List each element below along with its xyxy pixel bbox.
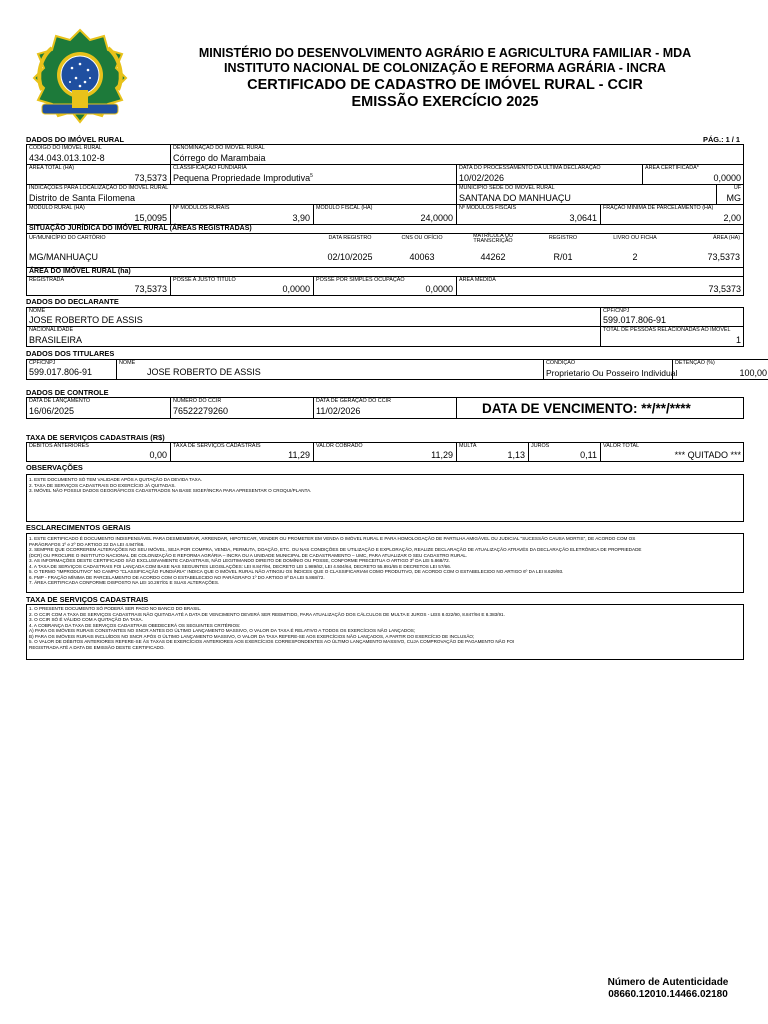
reg-uf-value: MG/MANHUAÇU: [29, 252, 98, 262]
registrada-label: REGISTRADA: [29, 277, 65, 283]
detencao-label: DETENÇÃO (%): [675, 360, 715, 366]
codigo-value: 434.043.013.102-8: [29, 153, 105, 163]
col-uf-municipio: UF/MUNICÍPIO DO CARTÓRIO: [29, 235, 106, 241]
data-processamento-value: 10/02/2026: [459, 173, 505, 183]
col-data-registro: DATA REGISTRO: [328, 235, 372, 241]
fracao-value: 2,00: [723, 213, 741, 223]
valor-cobrado-value: 11,29: [431, 450, 453, 460]
posse-simples-value: 0,0000: [425, 284, 453, 294]
autenticidade-number: 08660.12010.14466.02180: [608, 989, 728, 1000]
classificacao-value: Pequena Propriedade Improdutiva$^5$: [173, 173, 313, 183]
reg-data-value: 02/10/2025: [327, 252, 373, 262]
autenticidade-label: Número de Autenticidade: [607, 977, 729, 988]
data-lancamento-value: 16/06/2025: [29, 406, 75, 416]
n-modulos-fiscais-value: 3,0641: [569, 213, 597, 223]
esclarecimentos-text: 1. ESTE CERTIFICADO É DOCUMENTO INDISPENSÁVEL PARA DESMEMBRAR, ARRENDAR, HIPOTECAR, VENDER OU PROMETER EM VENDA O IMÓVEL RURAL E PARA HOMOLOGAÇÃO DE PARTILHA AMIGÁVEL OU JUDICIAL "SUCESSÃO CAUSA MORTIS", DE ACORDO COM OS PARÁGRAFOS 1º e 2º DO ARTIGO 22 DA LEI 4.947/66. 2. SEMPRE QUE OCORREREM ALTERAÇÕES NO SEU IMÓVEL, SEJA POR COMPRA, VENDA, PERMUTA, DOAÇÃO, ETC. OU NAS CONDIÇÕES DE UTILIZAÇÃO E EXPLORAÇÃO, REALIZE DECLARAÇÃO DE ATUALIZAÇÃO ATRAVÉS DA DECLARAÇÃO ELETRÔNICA DE PROPRIEDADE (DCR) OU PROCURE O INSTITUTO NACIONAL DE COLONIZAÇÃO E REFORMA AGRÁRIA – INCRA OU A UNIDADE MUNICIPAL DE CADASTRAMENTO – UMC, PARA ATUALIZAR O SEU CADASTRO RURAL. 3. AS INFORMAÇÕES DESTE CERTIFICADO SÃO EXCLUSIVAMENTE CADASTRAIS, NÃO LEGITIMANDO DIREITO DE DOMÍNIO OU POSSE, CONFORME PRECEITUA O ARTIGO 3º DA LEI 5.868/72. 4. A TAXA DE SERVIÇOS CADASTRAIS FOI LANÇADA COM BASE NAS SEGUINTES LEGISLAÇÕES: LEI 8.847/94, DECRETO LEI 1.989/82, LEI 4.504/64, DECRETO 55.891/65 E DECRETOS LEI 57/66. 5. O TERMO "IMPRODUTIVO" NO CAMPO "CLASSIFICAÇÃO FUNDIÁRIA" INDICA QUE O IMÓVEL RURAL NÃO ATINGIU OS ÍNDICES QUE O CLASSIFICARIAM COMO PRODUTIVO, DE ACORDO COM O ESTABELECIDO NO ARTIGO 6º DA LEI 8.629/93. 6. FMP - FRAÇÃO MÍNIMA DE PARCELAMENTO DE ACORDO COM O ESTABELECIDO NO PARÁGRAFO 1º DO ARTIGO 8º DA LEI 5.868/72. 7. ÁREA CERTIFICADA CONFORME DISPOSTO NA LEI 10.267/01 E SUAS ALTERAÇÕES.: [29, 536, 642, 585]
col-cns: CNS OU OFÍCIO: [401, 235, 443, 241]
area-medida-value: 73,5373: [708, 284, 741, 294]
numero-ccir-label: NÚMERO DO CCIR: [173, 398, 222, 404]
codigo-label: CÓDIGO DO IMÓVEL RURAL: [29, 145, 102, 151]
n-modulos-fiscais-label: Nº MÓDULOS FISCAIS: [459, 205, 517, 211]
section-esclarecimentos-title: ESCLARECIMENTOS GERAIS: [26, 523, 131, 532]
localizacao-label: INDICAÇÕES PARA LOCALIZAÇÃO DO IMÓVEL RURAL: [29, 185, 169, 191]
nome-label: NOME: [29, 308, 46, 314]
titular-cpf-label: CPF/CNPJ: [29, 360, 56, 366]
taxa-info-text: 1. O PRESENTE DOCUMENTO SÓ PODERÁ SER PAGO NO BANCO DO BRASIL. 2. O CCIR COM A TAXA DE SERVIÇOS CADASTRAIS NÃO QUITADA ATÉ A DATA DE VENCIMENTO DEVERÁ SER REEMITIDO, PARA ATUALIZAÇÃO DOS CÁLCULOS DE MULTA E JUROS - LEIS 8.022/90, 8.847/94 E 8.383/91. 3. O CCIR SÓ É VÁLIDO COM A QUITAÇÃO DA TAXA. 4. A COBRANÇA DA TAXA DE SERVIÇOS CADASTRAIS OBEDECERÁ OS SEGUINTES CRITÉRIOS: A) PARA OS IMÓVEIS RURAIS CONSTANTES NO SNCR ANTES DO ÚLTIMO LANÇAMENTO MASSIVO, O VALOR DA TAXA É RELATIVO A TODOS OS EXERCÍCIOS NÃO LANÇADOS; B) PARA OS IMÓVEIS RURAIS INCLUÍDOS NO SNCR APÓS O ÚLTIMO LANÇAMENTO MASSIVO, O VALOR DA TAXA REFERE-SE AOS EXERCÍCIOS NÃO LANÇADOS, A PARTIR DO EXERCÍCIO DE INCLUSÃO; 5. O VALOR DE DÉBITOS ANTERIORES REFERE-SE ÀS TAXAS DE EXERCÍCIOS ANTERIORES AOS EXERCÍCIOS CORRESPONDENTES AO ÚLTIMO LANÇAMENTO MASSIVO, CUJA COMPROVAÇÃO DE PAGAMENTO NÃO FOI REGISTRADA ATÉ A DATA DE EMISSÃO DESTE CERTIFICADO.: [29, 606, 515, 650]
area-certificada-value: 0,0000: [713, 173, 741, 183]
taxa-servicos-value: 11,29: [288, 450, 310, 460]
reg-livro-value: 2: [632, 252, 638, 262]
taxa-servicos-label: TAXA DE SERVIÇOS CADASTRAIS: [173, 443, 261, 449]
n-modulos-rurais-label: Nº MÓDULOS RURAIS: [173, 205, 230, 211]
nacionalidade-label: NACIONALIDADE: [29, 327, 74, 333]
section-controle-title: DADOS DE CONTROLE: [26, 388, 109, 397]
col-registro: REGISTRO: [548, 235, 578, 241]
coat-of-arms-icon: [28, 28, 132, 124]
reg-area-value: 73,5373: [707, 252, 740, 262]
debitos-label: DÉBITOS ANTERIORES: [29, 443, 89, 449]
detencao-value: 100,00: [739, 368, 767, 378]
posse-justo-label: POSSE A JUSTO TÍTULO: [173, 277, 236, 283]
area-total-value: 73,5373: [134, 173, 167, 183]
valor-total-value: *** QUITADO ***: [674, 450, 741, 460]
juros-label: JUROS: [531, 443, 550, 449]
declarante-cpf-label: CPF/CNPJ: [603, 308, 630, 314]
reg-matricula-value: 44262: [480, 252, 506, 262]
area-medida-label: ÁREA MEDIDA: [459, 277, 496, 283]
municipio-label: MUNICÍPIO SEDE DO IMÓVEL RURAL: [459, 185, 555, 191]
titular-cpf-value: 599.017.806-91: [29, 367, 93, 377]
section-observacoes-title: OBSERVAÇÕES: [26, 463, 83, 472]
posse-justo-value: 0,0000: [282, 284, 310, 294]
col-matricula: MATRÍCULA OU TRANSCRIÇÃO: [472, 233, 514, 245]
section-titulares-title: DADOS DOS TITULARES: [26, 349, 115, 358]
col-livro: LIVRO OU FICHA: [613, 235, 657, 241]
total-pessoas-label: TOTAL DE PESSOAS RELACIONADAS AO IMÓVEL: [603, 327, 731, 333]
emission-year: EMISSÃO EXERCÍCIO 2025: [351, 94, 539, 110]
data-geracao-label: DATA DE GERAÇÃO DO CCIR: [316, 398, 391, 404]
multa-label: MULTA: [459, 443, 477, 449]
modulo-fiscal-label: MÓDULO FISCAL (HA): [316, 205, 373, 211]
data-lancamento-label: DATA DE LANÇAMENTO: [29, 398, 91, 404]
modulo-fiscal-value: 24,0000: [420, 213, 453, 223]
localizacao-value: Distrito de Santa Filomena: [29, 193, 136, 203]
denominacao-label: DENOMINAÇÃO DO IMÓVEL RURAL: [173, 145, 265, 151]
reg-cns-value: 40063: [409, 252, 435, 262]
numero-ccir-value: 76522279260: [173, 406, 229, 416]
section-taxa-info-title: TAXA DE SERVIÇOS CADASTRAIS: [26, 595, 149, 604]
valor-cobrado-label: VALOR COBRADO: [316, 443, 363, 449]
ministry-title: MINISTÉRIO DO DESENVOLVIMENTO AGRÁRIO E AGRICULTURA FAMILIAR - MDA: [198, 46, 692, 60]
condicao-value: Proprietario Ou Posseiro Individual: [546, 368, 678, 378]
data-processamento-label: DATA DO PROCESSAMENTO DA ÚLTIMA DECLARAÇÃO: [459, 165, 601, 171]
area-total-label: ÁREA TOTAL (HA): [29, 165, 75, 171]
titular-nome-label: NOME: [119, 360, 136, 366]
multa-value: 1,13: [507, 450, 525, 460]
col-area: ÁREA (HA): [713, 235, 740, 241]
section-taxa-title: TAXA DE SERVIÇOS CADASTRAIS (R$): [26, 433, 165, 442]
certificate-title: CERTIFICADO DE CADASTRO DE IMÓVEL RURAL - CCIR: [247, 77, 643, 93]
uf-label: UF: [733, 185, 741, 191]
section-imovel-title: DADOS DO IMÓVEL RURAL: [26, 135, 124, 144]
uf-value: MG: [726, 193, 741, 203]
denominacao-value: Córrego do Marambaia: [173, 153, 266, 163]
situacao-title: SITUAÇÃO JURÍDICA DO IMÓVEL RURAL (ÁREAS REGISTRADAS): [29, 225, 252, 232]
valor-total-label: VALOR TOTAL: [603, 443, 640, 449]
posse-simples-label: POSSE POR SIMPLES OCUPAÇÃO: [316, 277, 405, 283]
classificacao-label: CLASSIFICAÇÃO FUNDIÁRIA: [173, 165, 247, 171]
observacoes-text: 1. ESTE DOCUMENTO SÓ TEM VALIDADE APÓS A QUITAÇÃO DA DEVIDA TAXA. 2. TAXA DE SERVIÇOS CADASTRAIS DO EXERCÍCIO JÁ QUITADAS. 3. IMÓVEL NÃO POSSUI DADOS GEOGRÁFICOS CADASTRADOS NA BASE SIGEF/INCRA PARA APRESENTAR O CROQUI/PLANTA.: [29, 477, 312, 493]
area-imovel-title: ÁREA DO IMÓVEL RURAL (ha): [29, 268, 131, 275]
registrada-value: 73,5373: [134, 284, 167, 294]
debitos-value: 0,00: [149, 450, 167, 460]
n-modulos-rurais-value: 3,90: [292, 213, 310, 223]
modulo-rural-label: MÓDULO RURAL (HA): [29, 205, 85, 211]
juros-value: 0,11: [580, 450, 597, 460]
condicao-label: CONDIÇÃO: [546, 360, 576, 366]
municipio-value: SANTANA DO MANHUAÇU: [459, 193, 571, 203]
modulo-rural-value: 15,0095: [134, 213, 167, 223]
nacionalidade-value: BRASILEIRA: [29, 335, 83, 345]
declarante-nome-value: JOSE ROBERTO DE ASSIS: [29, 315, 143, 325]
reg-registro-value: R/01: [553, 252, 573, 262]
institute-title: INSTITUTO NACIONAL DE COLONIZAÇÃO E REFORMA AGRÁRIA - INCRA: [224, 61, 666, 75]
page-number: PÁG.: 1 / 1: [703, 135, 740, 144]
total-pessoas-value: 1: [735, 335, 741, 345]
section-declarante-title: DADOS DO DECLARANTE: [26, 297, 119, 306]
declarante-cpf-value: 599.017.806-91: [603, 315, 667, 325]
fracao-label: FRAÇÃO MÍNIMA DE PARCELAMENTO (HA): [603, 205, 714, 211]
data-vencimento: DATA DE VENCIMENTO: **/**/****: [482, 401, 691, 416]
area-certificada-label: ÁREA CERTIFICADA*: [645, 165, 699, 171]
data-geracao-value: 11/02/2026: [316, 406, 361, 416]
titular-nome-value: JOSE ROBERTO DE ASSIS: [147, 367, 261, 377]
